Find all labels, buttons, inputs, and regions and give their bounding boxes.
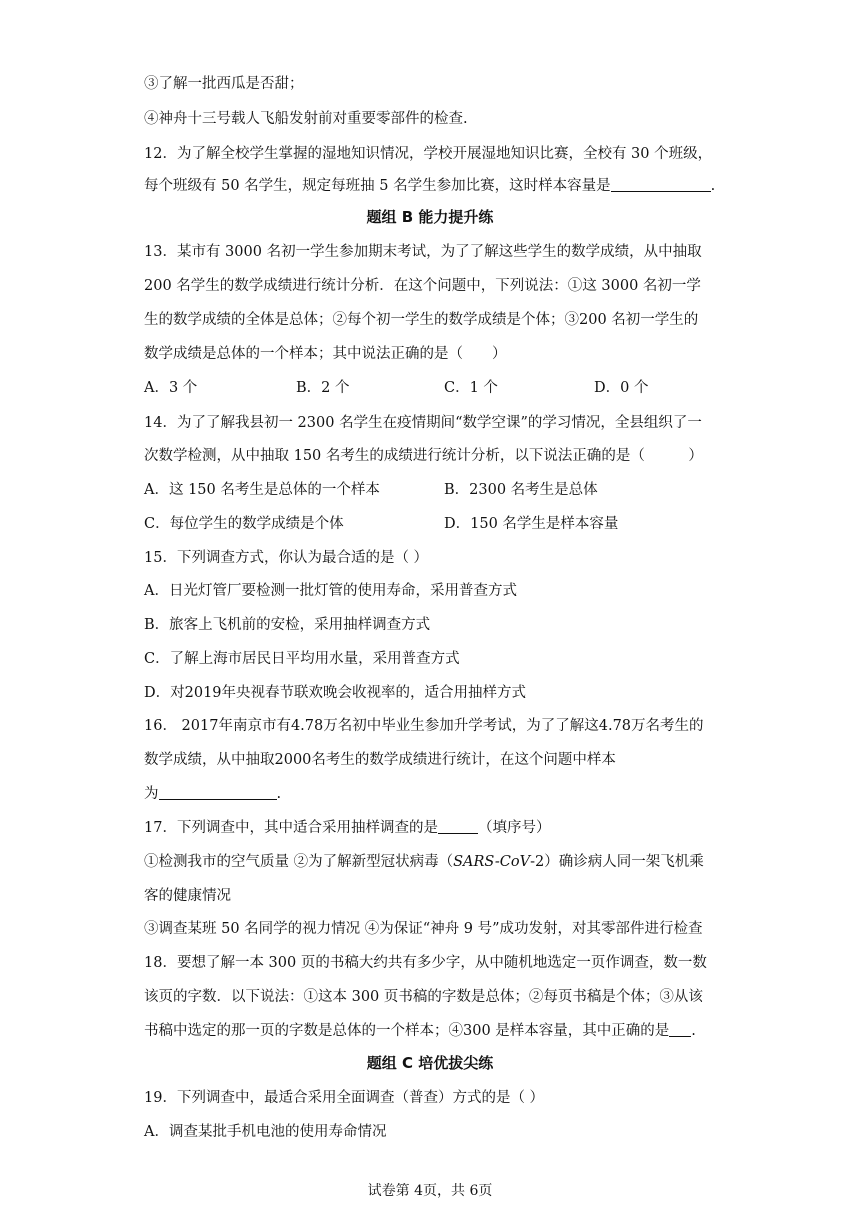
answer-blank[interactable]: [669, 1022, 691, 1037]
question-14-option-d[interactable]: D．150 名学生是样本容量: [444, 516, 619, 532]
question-19-line-1: 19．下列调查中，最适合采用全面调查（普查）方式的是（ ）: [144, 1090, 545, 1106]
answer-blank[interactable]: [611, 177, 711, 192]
question-17-line-3: 客的健康情况: [144, 888, 231, 904]
question-14-option-b[interactable]: B．2300 名考生是总体: [444, 482, 598, 498]
page-footer: 试卷第 4页，共 6页: [367, 1183, 493, 1199]
virus-name: SARS-CoV: [453, 854, 531, 870]
question-13-option-a[interactable]: A．3 个: [144, 380, 198, 396]
question-15-option-a[interactable]: A．日光灯管厂要检测一批灯管的使用寿命，采用普查方式: [144, 583, 517, 599]
question-14-option-c[interactable]: C．每位学生的数学成绩是个体: [144, 516, 344, 532]
question-18-line-1: 18．要想了解一本 300 页的书稿大约共有多少字，从中随机地选定一页作调查，数一数: [144, 955, 707, 971]
question-12-line-1: 12．为了解全校学生掌握的湿地知识情况，学校开展湿地知识比赛，全校有 30 个班级，: [144, 146, 713, 162]
question-17-item-text: ①检测我市的空气质量 ②为了解新型冠状病毒（: [144, 854, 454, 870]
question-18-text: 书稿中选定的那一页的字数是总体的一个样本；④300 是样本容量，其中正确的是: [144, 1023, 670, 1039]
question-14-line-2: 次数学检测，从中抽取 150 名考生的成绩进行统计分析，以下说法正确的是（ ）: [144, 448, 703, 464]
group-c-heading: 题组 C 培优拔尖练: [366, 1054, 494, 1072]
question-16-line-2: 数学成绩，从中抽取2000名考生的数学成绩进行统计，在这个问题中样本: [144, 752, 616, 768]
group-b-heading: 题组 B 能力提升练: [366, 208, 494, 226]
question-13-option-d[interactable]: D．0 个: [594, 380, 649, 396]
answer-blank[interactable]: [438, 819, 478, 834]
question-12-line-2: [144, 176, 715, 196]
question-17-line-2: [144, 852, 704, 872]
question-13-line-2: 200 名学生的数学成绩进行统计分析．在这个问题中，下列说法：①这 3000 名初一学: [144, 278, 701, 294]
question-13-line-3: 生的数学成绩的全体是总体；②每个初一学生的数学成绩是个体；③200 名初一学生的: [144, 312, 699, 328]
question-12-text: 每个班级有 50 名学生，规定每班抽 5 名学生参加比赛，这时样本容量是: [144, 178, 611, 194]
question-13-option-c[interactable]: C．1 个: [444, 380, 498, 396]
question-18-period: .: [691, 1023, 696, 1039]
statement-3: ③了解一批西瓜是否甜；: [144, 76, 304, 92]
question-13-line-4: 数学成绩是总体的一个样本；其中说法正确的是（ ）: [144, 346, 507, 362]
question-15-option-d[interactable]: D．对2019年央视春节联欢晚会收视率的，适合用抽样方式: [144, 685, 527, 701]
question-13-option-b[interactable]: B．2 个: [296, 380, 350, 396]
statement-4: ④神舟十三号载人飞船发射前对重要零部件的检查.: [144, 111, 468, 127]
question-15-option-b[interactable]: B．旅客上飞机前的安检，采用抽样调查方式: [144, 617, 431, 633]
question-17-line-4: ③调查某班 50 名同学的视力情况 ④为保证“神舟 9 号”成功发射，对其零部件进行检查: [144, 921, 703, 937]
question-15-line-1: 15．下列调查方式，你认为最合适的是（ ）: [144, 550, 429, 566]
answer-blank[interactable]: [159, 785, 277, 800]
question-17-hint: （填序号）: [477, 820, 551, 836]
question-18-line-3: [144, 1021, 696, 1041]
question-17-line-1: [144, 818, 550, 838]
question-15-option-c[interactable]: C．了解上海市居民日平均用水量，采用普查方式: [144, 651, 460, 667]
question-12-period: .: [710, 178, 716, 194]
question-16-line-1: 16． 2017年南京市有4.78万名初中毕业生参加升学考试，为了了解这4.78万名考生的: [144, 718, 704, 734]
question-18-line-2: 该页的字数．以下说法：①这本 300 页书稿的字数是总体；②每页书稿是个体；③从该: [144, 989, 703, 1005]
question-17-text: 17．下列调查中，其中适合采用抽样调查的是: [144, 820, 438, 836]
question-16-wei: 为: [144, 786, 159, 802]
question-13-line-1: 13．某市有 3000 名初一学生参加期末考试，为了了解这些学生的数学成绩，从中抽取: [144, 244, 702, 260]
question-16-period: .: [276, 786, 282, 802]
question-14-option-a[interactable]: A．这 150 名考生是总体的一个样本: [144, 482, 380, 498]
question-16-line-3: [144, 784, 281, 804]
question-17-item-text-cont: -2）确诊病人同一架飞机乘: [530, 854, 704, 870]
question-14-line-1: 14．为了了解我县初一 2300 名学生在疫情期间“数学空课”的学习情况，全县组织了一: [144, 415, 702, 431]
question-19-option-a[interactable]: A．调查某批手机电池的使用寿命情况: [144, 1124, 387, 1140]
